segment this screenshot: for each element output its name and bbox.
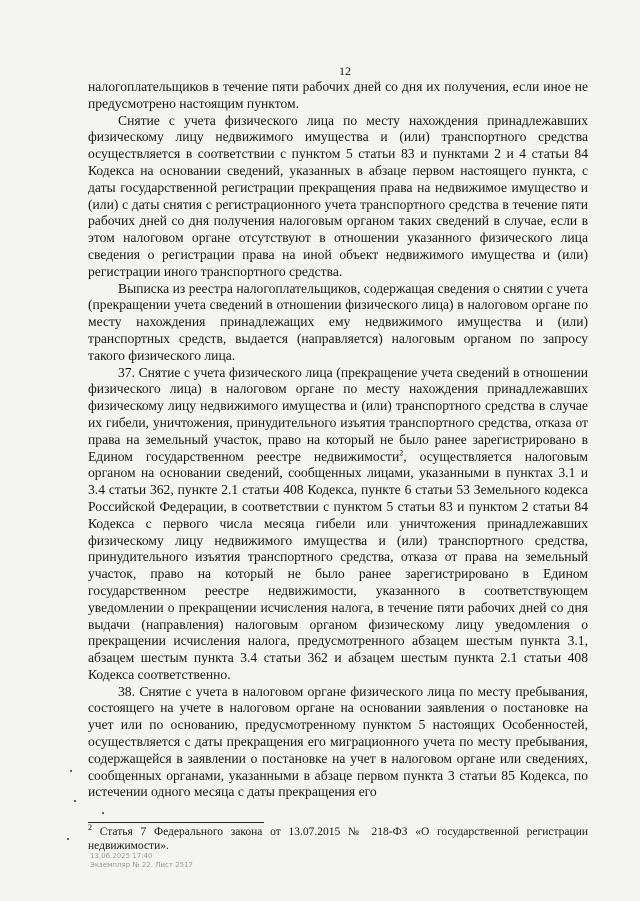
scan-speck [67,838,69,840]
footnote-text: Статья 7 Федерального закона от 13.07.2015 № 218-ФЗ «О государственной регистрации недвижимости». [88,826,588,852]
paragraph-37-text: 37. Снятие с учета физического лица (прекращение учета сведений в отношении физического лица) в налоговом органе по месту нахождения принадлежавших физическому лицу недвижимого имущества и (или) транспортного средства в случае их гибели, уничтожения, принудительного изъятия транспортного средства, отказа от права на земельный участок, право на который не было ранее зарегистрировано в Едином государственном реестре недвижимости [88,364,588,464]
footnote-marker: 2 [88,823,92,833]
paragraph-registry-extract: Выписка из реестра налогоплательщиков, содержащая сведения о снятии с учета (прекращении учета сведений в отношении физического лица) в налоговом органе по месту нахождения принадлежащих ему недвижимого имущества и (или) транспортных средств, выдается (направляется) налоговым органом по запросу такого физического лица. [88,280,588,363]
page-number: 12 [339,64,351,78]
paragraph-37-text-continued: , осуществляется налоговым органом на основании сведений, сообщенных лицами, указанными в пунктах 3.1 и 3.4 статьи 362, пункте 2.1 статьи 408 Кодекса, пункте 6 статьи 53 Земельного кодекса Российской Федерации, в соответствии с пунктом 5 статьи 83 и пунктом 2 статьи 84 Кодекса с первого числа месяца гибели или уничтожения принадлежавших физическому лицу недвижимого имущества и (или) транспортного средства, принудительного изъятия транспортного средства, отказа от права на земельный участок, право на который не было ранее зарегистрировано в Едином государственном реестре недвижимости, указанного в соответствующем уведомлении о прекращении исчисления налога, в течение пяти рабочих дней со дня выдачи (направления) налоговым органом физическому лицу уведомления о прекращении исчисления налога, предусмотренного абзацем шестым пункта 3.1, абзацем шестым пункта 3.4 статьи 362 и абзацем шестым пункта 2.1 статьи 408 Кодекса соответственно. [88,448,588,682]
paragraph-continuation: налогоплательщиков в течение пяти рабочих дней со дня их получения, если иное не предусмотрено настоящим пунктом. [88,79,588,111]
print-stamp-date: 13.06.2025 17:40 [90,852,153,860]
paragraph-37 [88,365,588,684]
document-body [88,79,588,801]
scan-speck [70,770,72,772]
paragraph-deregistration-property: Снятие с учета физического лица по месту нахождения принадлежавших физическому лицу недвижимого имущества и (или) транспортного средства осуществляется в соответствии с пунктом 5 статьи 83 и пунктами 2 и 4 статьи 84 Кодекса на основании сведений, указанных в абзаце первом настоящего пункта, с даты государственной регистрации прекращения права на недвижимое имущество и (или) с даты снятия с регистрационного учета транспортного средства в течение пяти рабочих дней со дня получения налоговым органом таких сведений в случае, если в этом налоговом органе отсутствуют в отношении указанного физического лица сведения о регистрации права на иной объект недвижимого имущества и (или) регистрации иного транспортного средства. [88,112,588,279]
footnote [88,825,588,853]
scan-speck [74,800,76,802]
print-stamp-copy: Экземпляр № 22. Лист 2517 [90,861,193,869]
scan-speck [102,812,104,814]
footnote-reference[interactable]: 2 [399,448,404,457]
footnote-divider [88,822,264,823]
paragraph-38: 38. Снятие с учета в налоговом органе физического лица по месту пребывания, состоящего на учете в налоговом органе на основании заявления о постановке на учет или по основанию, предусмотренному пунктом 5 настоящих Особенностей, осуществляется с даты прекращения его миграционного учета по месту пребывания, содержащейся в заявлении о постановке на учет в налоговом органе или сведениях, сообщенных органами, указанными в абзаце первом пункта 3 статьи 85 Кодекса, по истечении одного месяца с даты прекращения его [88,683,588,800]
